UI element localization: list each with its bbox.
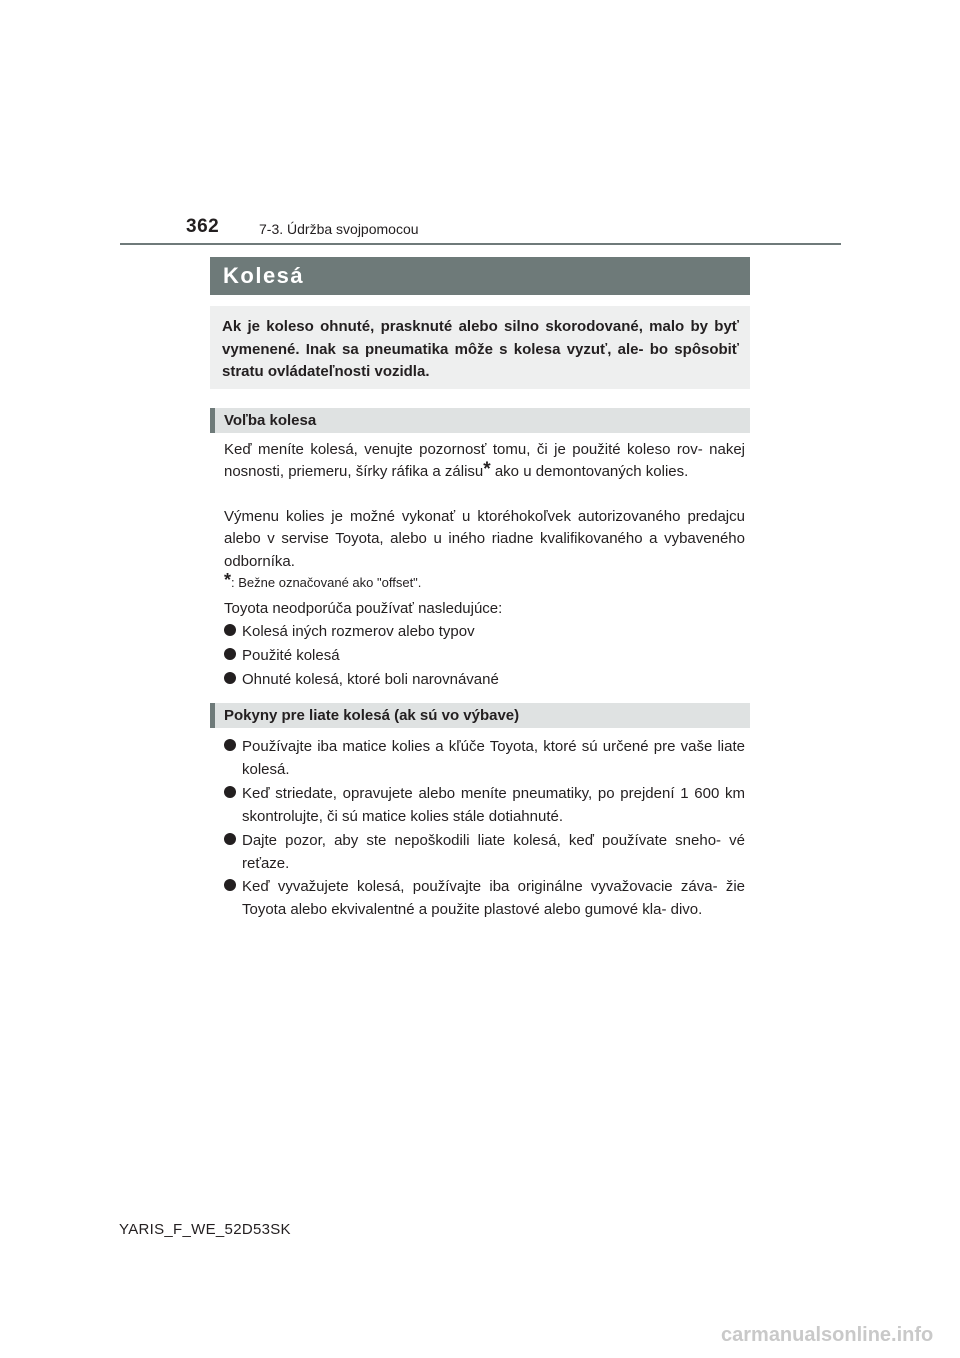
section-heading-wheel-choice: Voľba kolesa (210, 408, 750, 433)
list-item (224, 735, 745, 781)
model-code: YARIS_F_WE_52D53SK (119, 1221, 291, 1238)
header-divider (120, 243, 841, 245)
bullet-dot-icon (224, 786, 236, 798)
paragraph-wheel-replacement (224, 439, 745, 484)
list-item (224, 644, 745, 667)
list-item (224, 782, 745, 828)
bullet-dot-icon (224, 879, 236, 891)
list-item (224, 875, 745, 921)
list-item-text: Dajte pozor, aby ste nepoškodili liate kolesá, keď používate sneho- vé reťaze. (242, 832, 745, 872)
list-item-text: Ohnuté kolesá, ktoré boli narovnávané (242, 671, 499, 688)
list-item-text: Použité kolesá (242, 647, 340, 664)
list-item-text: Keď striedate, opravujete alebo meníte pneumatiky, po prejdení 1 600 km skontrolujte, či sú matice kolies stále dotiahnuté. (242, 785, 745, 825)
paragraph-service: Výmenu kolies je možné vykonať u ktoréhokoľvek autorizovaného predajcu alebo v servise Toyota, alebo u iného riadne kvalifikovaného a vybaveného odborníka. (224, 508, 745, 570)
footnote-text: : Bežne označované ako "offset". (231, 575, 422, 590)
page-title: Kolesá (210, 257, 750, 295)
footnote-asterisk: * (224, 570, 232, 590)
list-item-text: Keď vyvažujete kolesá, používajte iba originálne vyvažovacie záva- žie Toyota alebo ekvivalentné a použite plastové alebo gumové kla- divo. (242, 878, 745, 918)
bullet-dot-icon (224, 739, 236, 751)
section-breadcrumb: 7-3. Údržba svojpomocou (259, 221, 419, 237)
not-recommended-intro: Toyota neodporúča používať nasledujúce: (224, 600, 503, 617)
paragraph-text-b: ako u demontovaných kolies. (490, 463, 689, 481)
bullet-dot-icon (224, 672, 236, 684)
footnote (224, 571, 421, 592)
section-heading-alloy-wheels: Pokyny pre liate kolesá (ak sú vo výbave) (210, 703, 750, 728)
warning-text: Ak je koleso ohnuté, prasknuté alebo silno skorodované, malo by byť vymenené. Inak sa pneumatika môže s kolesa vyzuť, ale- bo spôsobiť stratu ovládateľnosti vozidla. (222, 318, 739, 380)
bullet-dot-icon (224, 648, 236, 660)
warning-box (210, 306, 750, 389)
paragraph-text-a: Keď meníte kolesá, venujte pozornosť tomu, či je použité koleso rov- nakej nosnosti, priemeru, šírky ráfika a zálisu (224, 441, 745, 481)
asterisk-mark: * (483, 459, 491, 481)
page-number: 362 (186, 216, 220, 237)
bullet-dot-icon (224, 833, 236, 845)
list-item (224, 668, 745, 691)
list-item (224, 620, 745, 643)
list-item (224, 829, 745, 875)
list-item-text: Kolesá iných rozmerov alebo typov (242, 623, 475, 640)
bullet-dot-icon (224, 624, 236, 636)
list-item-text: Používajte iba matice kolies a kľúče Toyota, ktoré sú určené pre vaše liate kolesá. (242, 738, 745, 778)
watermark: carmanualsonline.info (721, 1324, 934, 1346)
